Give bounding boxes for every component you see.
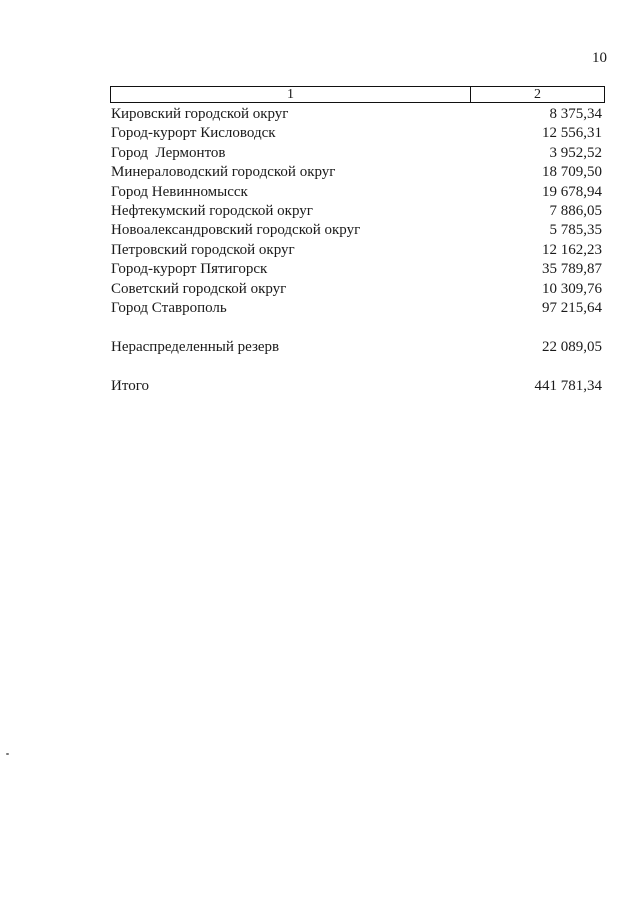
total-amount: 441 781,34 (534, 378, 602, 394)
municipality-name: Город Лермонтов (111, 144, 226, 161)
table-row (111, 183, 602, 202)
amount: 8 375,34 (549, 106, 602, 122)
amount: 3 952,52 (549, 144, 602, 161)
amount: 19 678,94 (542, 183, 602, 200)
municipality-name: Минераловодский городской округ (111, 164, 336, 181)
reserve-row (111, 338, 602, 357)
amount: 10 309,76 (542, 280, 602, 297)
amount: 35 789,87 (542, 261, 602, 278)
amount: 97 215,64 (542, 299, 602, 316)
reserve-label: Нераспределенный резерв (111, 339, 280, 355)
reserve-amount: 22 089,05 (542, 339, 602, 355)
table-row (111, 124, 602, 143)
table-row (111, 299, 602, 318)
municipality-name: Советский городской округ (111, 280, 287, 297)
municipality-name: Нефтекумский городской округ (111, 202, 313, 219)
amount: 18 709,50 (542, 164, 602, 181)
amount: 12 556,31 (542, 125, 602, 142)
table-row (111, 221, 602, 240)
total-label: Итого (111, 378, 149, 394)
table-row (111, 144, 602, 163)
municipality-name: Петровский городской округ (111, 241, 295, 258)
municipality-name: Город Ставрополь (111, 299, 227, 316)
column-header-1: 1 (111, 87, 471, 102)
table-row (111, 163, 602, 182)
scan-speck (6, 753, 9, 755)
column-header-2: 2 (534, 87, 541, 102)
table-row (111, 260, 602, 279)
municipality-name: Кировский городской округ (111, 106, 289, 122)
municipality-name: Новоалександровский городской округ (111, 222, 361, 239)
table-row (111, 241, 602, 260)
municipality-name: Город-курорт Пятигорск (111, 261, 268, 278)
table-header (110, 86, 605, 103)
table-row (111, 105, 602, 124)
amount: 7 886,05 (549, 202, 602, 219)
municipality-list (111, 105, 602, 318)
table-row (111, 280, 602, 299)
amount: 12 162,23 (542, 241, 602, 258)
municipality-name: Город Невинномысск (111, 183, 248, 200)
table-row (111, 202, 602, 221)
page-number: 10 (592, 50, 607, 66)
municipality-name: Город-курорт Кисловодск (111, 125, 276, 142)
amount: 5 785,35 (549, 222, 602, 239)
total-row (111, 377, 602, 396)
